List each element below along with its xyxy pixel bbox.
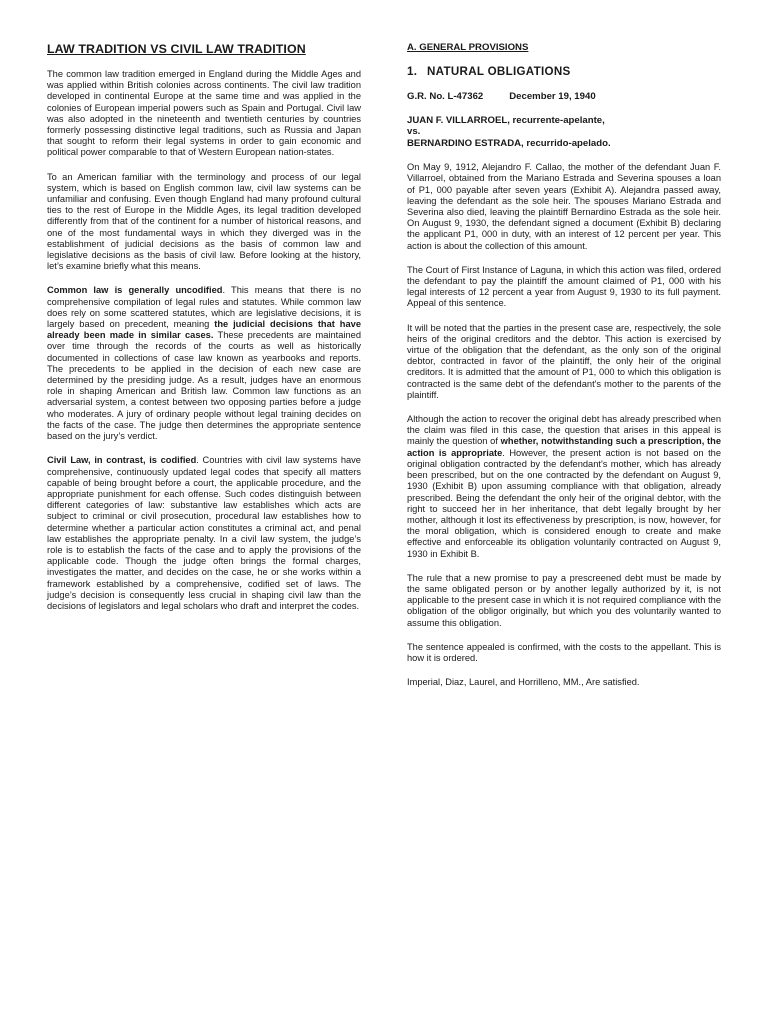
paragraph-american-view: To an American familiar with the terminology and process of our legal system, which is based on English common law, civil law systems can be unfamiliar and confusing. Even though England had many profound cultural ties to the rest of Europe in the Middle Ages, its legal tradition developed differently from that of the continent for a number of historical reasons, and one of the most fundamental ways in which they diverged was in the establishment of judicial decisions as the basis of common law and legislative decisions as the basis of civil law. Before looking at the history, let’s examine briefly what this means. [47, 171, 361, 272]
prescription-text-2: . However, the present action is not based on the original obligation contracted by the defendant's mother, which has already been prescribed, but on the one contracted by the defendant on August 9, 1930 (Exhibit B) upon assuming compliance with that obligation, already prescribed. Being the defendant the only heir of the original debtor, with the right to succeed her in her inheritance, that debt legally brought by her mother, although it lost its effectiveness by prescription, is now, however, for the moral obligation, which is considered enough to create and make effective and enforceable its obligation voluntarily contracted on August 9, 1930 in Exhibit B. [407, 447, 721, 559]
paragraph-disposition: The sentence appealed is confirmed, with the costs to the appellant. This is how it is ordered. [407, 641, 721, 663]
case-parties [407, 115, 721, 149]
paragraph-lower-court: The Court of First Instance of Laguna, in which this action was filed, ordered the defendant to pay the plaintiff the amount claimed of P1, 000 with his legal interests of 12 percent a year from August 9, 1930 to its full payment. Appeal of this sentence. [407, 264, 721, 309]
common-law-text-2: These precedents are maintained over time through the records of the courts as well as historically documented in collections of case law known as yearbooks and reports. The precedents to be applied in the decision of each new case are determined by the presiding judge. As a result, judges have an enormous role in shaping American and British law. Common law functions as an adversarial system, a contest between two opposing parties before a judge who moderates. A jury of ordinary people without legal training decides on the facts of the case. The judge then determines the appropriate sentence based on the jury’s verdict. [47, 330, 361, 442]
section-label: A. GENERAL PROVISIONS [407, 42, 529, 53]
subsection-title: NATURAL OBLIGATIONS [427, 65, 571, 78]
subsection-number: 1. [407, 65, 418, 78]
paragraph-rule: The rule that a new promise to pay a prescreened debt must be made by the same obligated person or by another legally authorized by it, is not applicable to the present case in which it is not required compliance with the obligation of the obligor originally, but which you des voluntarily wanted to assume this obligation. [407, 572, 721, 628]
appellant: JUAN F. VILLARROEL, recurrente-apelante, [407, 115, 605, 126]
prescription-emphasis: whether, notwithstanding such a prescription, the action is appropriate [407, 436, 722, 458]
paragraph-common-law [47, 285, 361, 442]
common-law-lead: Common law is generally uncodified [47, 285, 223, 296]
civil-law-lead: Civil Law, in contrast, is codified [47, 455, 197, 466]
paragraph-concurrence: Imperial, Diaz, Laurel, and Horrilleno, MM., Are satisfied. [407, 677, 640, 688]
civil-law-text: . Countries with civil law systems have comprehensive, continuously updated legal codes that specify all matters capable of being brought before a court, the applicable procedure, and the appropriate punishment for each offense. Such codes distinguish between different categories of law: substantive law establishes which acts are subject to criminal or civil prosecution, procedural law establishes how to determine whether a particular action constitutes a criminal act, and penal law establishes the appropriate penalty. In a civil law system, the judge’s role is to establish the facts of the case and to apply the provisions of the applicable code. Though the judge often brings the formal charges, investigates the matter, and decides on the case, he or she works within a framework established by a comprehensive, codified set of laws. The judge’s decision is consequently less crucial in shaping civil law than the decisions of legislators and legal scholars who draft and interpret the codes. [47, 455, 361, 611]
paragraph-facts: On May 9, 1912, Alejandro F. Callao, the mother of the defendant Juan F. Villarroel, obtained from the Mariano Estrada and Severina spouses a loan of P1, 000 payable after seven years (Exhibit A). Alejandra passed away, leaving the defendant as the sole heir. The spouses Mariano Estrada and Severina also died, leaving the plaintiff Bernardino Estrada as the sole heir. On August 9, 1930, the defendant signed a document (Exhibit B) declaring the applicant P1, 000 in duty, with an interest of 12 percent per year. This action is about the collection of this amount. [407, 162, 721, 251]
appellee: BERNARDINO ESTRADA, recurrido-apelado. [407, 137, 611, 149]
versus: vs. [407, 126, 421, 138]
case-date: December 19, 1940 [509, 91, 596, 102]
paragraph-civil-law [47, 455, 361, 612]
case-number-line [407, 91, 721, 102]
subsection-heading [407, 65, 721, 78]
page-title: LAW TRADITION VS CIVIL LAW TRADITION [47, 42, 306, 56]
paragraph-origins: The common law tradition emerged in England during the Middle Ages and was applied within British colonies across continents. The civil law tradition developed in continental Europe at the same time and was applied in the colonies of European imperial powers such as Spain and Portugal. Civil law was also adopted in the nineteenth and twentieth centuries by countries formerly possessing distinctive legal traditions, such as Russia and Japan that sought to reform their legal systems in order to gain economic and political power comparable to that of Western European nation-states. [47, 69, 361, 158]
common-law-text-1: . This means that there is no comprehensive compilation of legal rules and statutes. While common law does rely on some scattered statutes, which are legislative decisions, it is largely based on precedent, meaning [47, 285, 361, 330]
paragraph-parties-note: It will be noted that the parties in the present case are, respectively, the sole heirs of the original creditors and the debtor. This action is exercised by virtue of the obligation that the defendant, as the only son of the original debtor, contracted in favor of the plaintiff, the only heir of the original creditors. It is admitted that the amount of P1, 000 to which this obligation is contracted is the same debt of the defendant's mother to the parents of the plaintiff. [407, 322, 721, 400]
paragraph-prescription [407, 414, 721, 560]
right-column [407, 42, 721, 701]
common-law-emphasis: the judicial decisions that have already been made in similar cases. [47, 319, 361, 341]
prescription-text-1: Although the action to recover the original debt has already prescribed when the claim was filed in this case, the question that arises in this appeal is mainly the question of [407, 414, 721, 447]
case-number: G.R. No. L-47362 [407, 91, 484, 102]
left-column [47, 42, 361, 625]
